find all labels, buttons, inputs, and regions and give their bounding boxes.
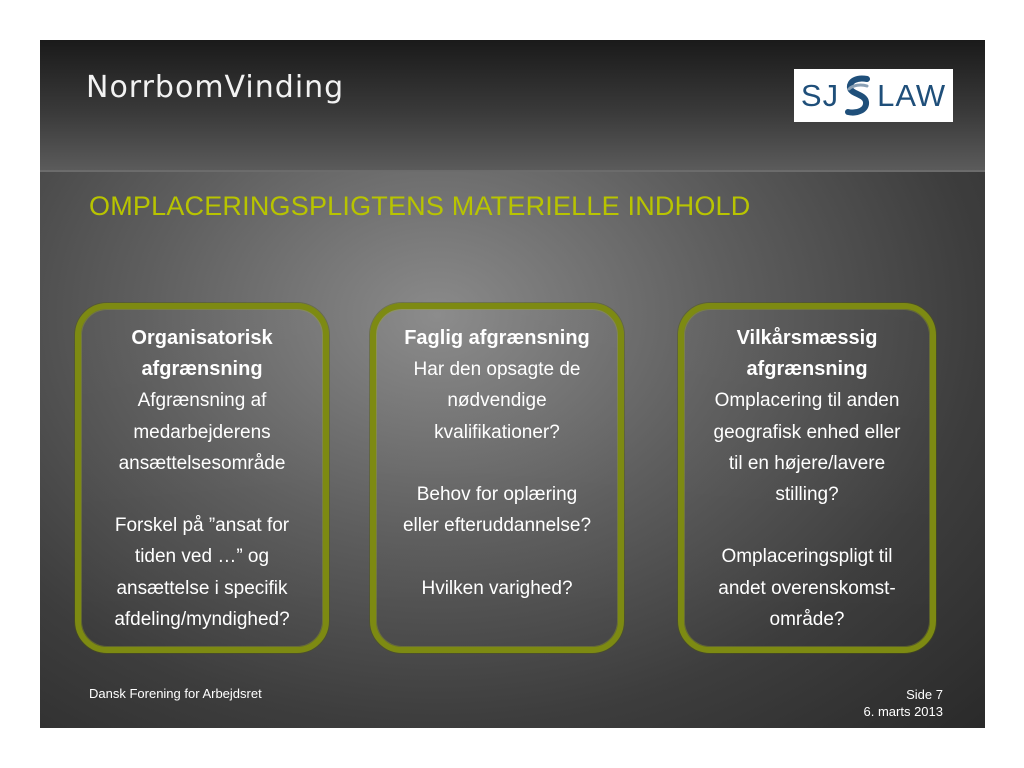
header-band — [40, 40, 985, 172]
card-text: stilling? — [775, 484, 839, 506]
card-text: område? — [769, 608, 845, 630]
card-text: eller efteruddannelse? — [402, 515, 592, 537]
footer-page-info — [864, 686, 944, 720]
slide-title: OMPLACERINGSPLIGTENS MATERIELLE INDHOLD — [89, 191, 751, 221]
card-text: Omplacering til anden — [714, 390, 900, 412]
card-spacer — [89, 479, 315, 510]
card-text: andet overenskomst- — [718, 577, 896, 599]
card-spacer — [384, 541, 610, 572]
card-text: afdeling/myndighed? — [114, 608, 290, 630]
partner-logo — [794, 69, 953, 122]
card-text: Behov for oplæring — [416, 484, 578, 505]
card-text: medarbejderens — [133, 421, 271, 443]
card-spacer — [384, 448, 610, 479]
card-professional — [370, 303, 624, 653]
card-text: geografisk enhed eller — [713, 421, 901, 443]
card-spacer — [692, 510, 922, 541]
partner-logo-right: LAW — [877, 77, 947, 113]
card-text: Omplaceringspligt til — [721, 546, 893, 568]
card-text: Har den opsagte de — [413, 359, 581, 381]
card-organisational — [75, 303, 329, 653]
slide — [40, 40, 985, 728]
card-text: Afgrænsning af — [137, 390, 267, 412]
card-heading: afgrænsning — [746, 358, 868, 381]
card-text: til en højere/lavere — [728, 452, 886, 474]
card-text: tiden ved …” og — [134, 546, 270, 568]
card-text: ansættelsesområde — [118, 452, 286, 474]
slide-date: 6. marts 2013 — [863, 704, 943, 719]
card-text: ansættelse i specifik — [116, 577, 288, 599]
card-heading: afgrænsning — [141, 358, 263, 381]
brand-logo: NorrbomVinding — [86, 70, 345, 105]
card-text: kvalifikationer? — [434, 421, 560, 443]
card-heading: Organisatorisk — [131, 327, 273, 349]
card-text: nødvendige — [447, 390, 547, 412]
card-text: Hvilken varighed? — [421, 577, 573, 599]
card-text: Forskel på ”ansat for — [114, 515, 290, 537]
partner-logo-left: SJ — [800, 77, 840, 113]
sj-law-swirl-icon — [843, 75, 873, 117]
page-number: Side 7 — [906, 687, 943, 702]
card-heading: Vilkårsmæssig — [736, 327, 878, 349]
footer-organization: Dansk Forening for Arbejdsret — [89, 686, 262, 701]
card-heading: Faglig afgrænsning — [404, 327, 590, 349]
card-terms — [678, 303, 936, 653]
